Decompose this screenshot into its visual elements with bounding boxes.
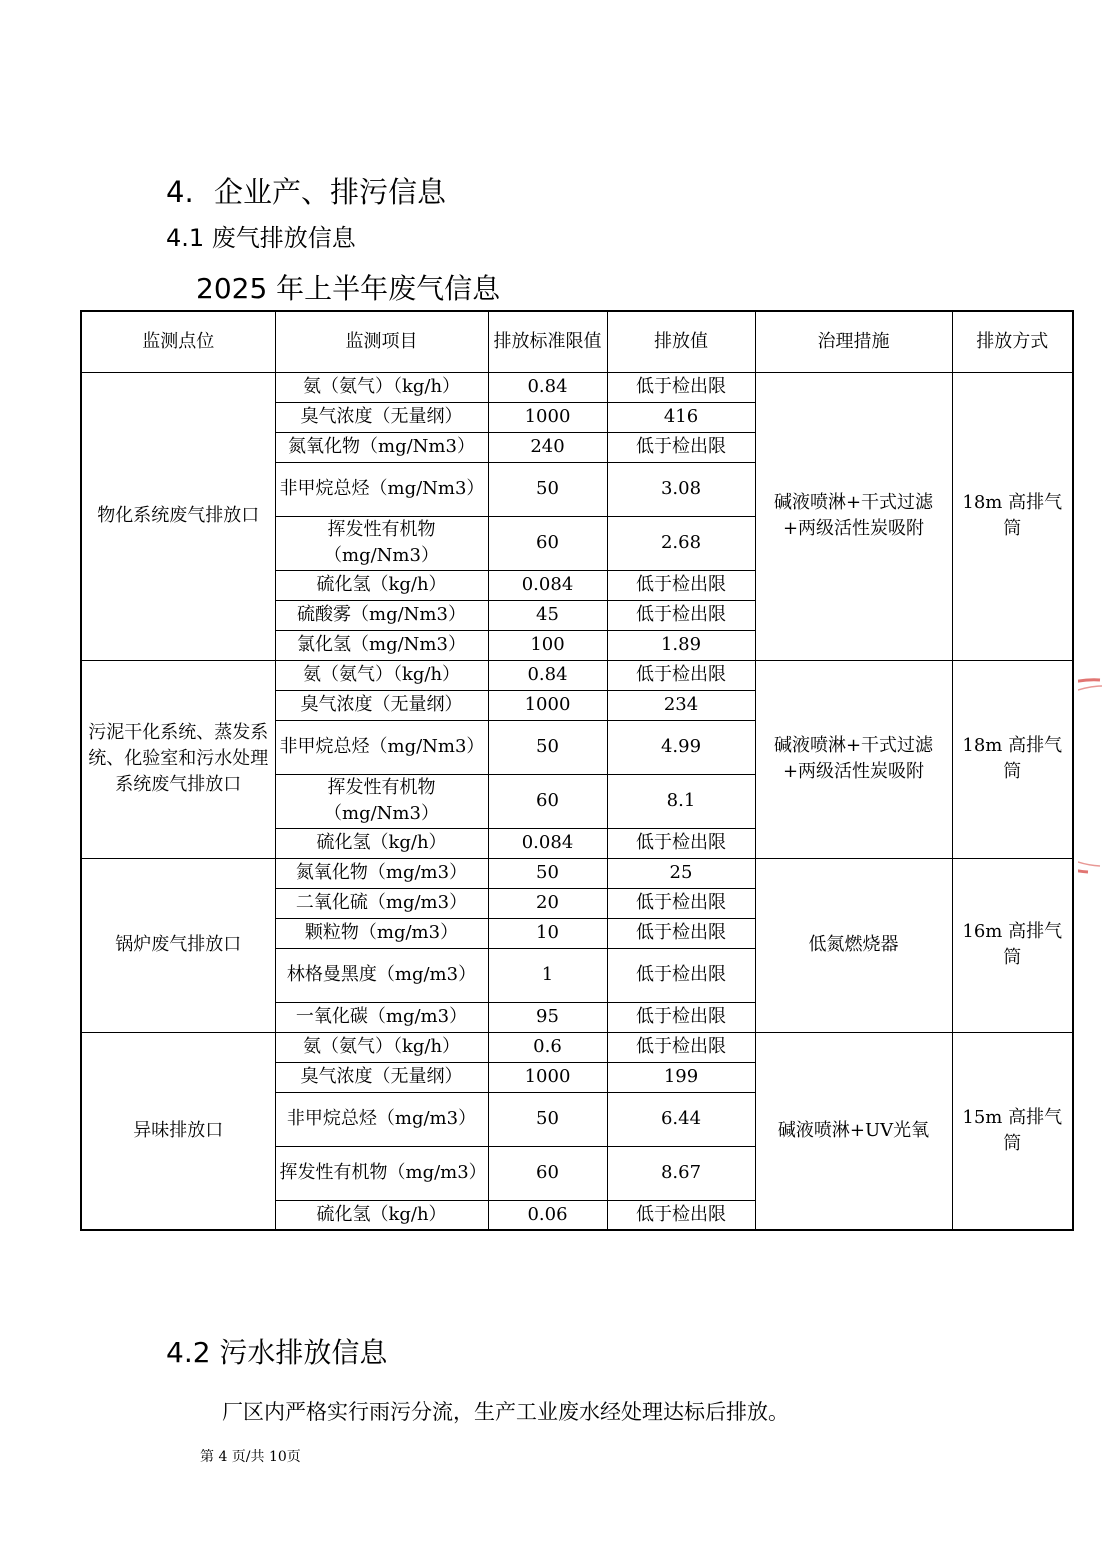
- monitoring-item-cell: 非甲烷总烃（mg/Nm3）: [275, 462, 488, 516]
- limit-cell: 240: [488, 432, 607, 462]
- limit-cell: 50: [488, 720, 607, 774]
- limit-cell: 95: [488, 1002, 607, 1032]
- emission-value-cell: 199: [607, 1062, 755, 1092]
- limit-cell: 10: [488, 918, 607, 948]
- monitoring-point-cell: 异味排放口: [81, 1032, 275, 1230]
- emission-value-cell: 1.89: [607, 630, 755, 660]
- red-seal-stamp: [1078, 676, 1102, 876]
- monitoring-item-cell: 非甲烷总烃（mg/Nm3）: [275, 720, 488, 774]
- monitoring-item-cell: 硫化氢（kg/h）: [275, 570, 488, 600]
- monitoring-item-cell: 氨（氨气）（kg/h）: [275, 1032, 488, 1062]
- emission-value-cell: 低于检出限: [607, 918, 755, 948]
- monitoring-item-cell: 臭气浓度（无量纲）: [275, 402, 488, 432]
- discharge-method-cell: 18m 高排气筒: [952, 660, 1073, 858]
- emission-value-cell: 低于检出限: [607, 600, 755, 630]
- monitoring-item-cell: 挥发性有机物（mg/Nm3）: [275, 516, 488, 570]
- emission-value-cell: 低于检出限: [607, 372, 755, 402]
- emission-value-cell: 8.67: [607, 1146, 755, 1200]
- monitoring-item-cell: 氨（氨气）（kg/h）: [275, 372, 488, 402]
- monitoring-item-cell: 挥发性有机物（mg/Nm3）: [275, 774, 488, 828]
- monitoring-item-cell: 臭气浓度（无量纲）: [275, 1062, 488, 1092]
- emission-value-cell: 3.08: [607, 462, 755, 516]
- table-row: [81, 1032, 1073, 1062]
- emission-value-cell: 6.44: [607, 1092, 755, 1146]
- monitoring-item-cell: 氮氧化物（mg/m3）: [275, 858, 488, 888]
- subsection-heading-wastewater: 4.2 污水排放信息: [166, 1336, 388, 1369]
- emission-value-cell: 低于检出限: [607, 1002, 755, 1032]
- discharge-method-cell: 16m 高排气筒: [952, 858, 1073, 1032]
- header-cell: 监测点位: [81, 311, 275, 372]
- limit-cell: 100: [488, 630, 607, 660]
- exhaust-emission-table: [80, 310, 1074, 1231]
- limit-cell: 1000: [488, 1062, 607, 1092]
- emission-value-cell: 4.99: [607, 720, 755, 774]
- header-cell: 治理措施: [755, 311, 952, 372]
- monitoring-item-cell: 一氧化碳（mg/m3）: [275, 1002, 488, 1032]
- treatment-measure-cell: 碱液喷淋+干式过滤+两级活性炭吸附: [755, 372, 952, 660]
- treatment-measure-cell: 低氮燃烧器: [755, 858, 952, 1032]
- limit-cell: 50: [488, 858, 607, 888]
- monitoring-item-cell: 二氧化硫（mg/m3）: [275, 888, 488, 918]
- limit-cell: 0.84: [488, 660, 607, 690]
- emission-value-cell: 低于检出限: [607, 432, 755, 462]
- header-cell: 监测项目: [275, 311, 488, 372]
- discharge-method-cell: 15m 高排气筒: [952, 1032, 1073, 1230]
- treatment-measure-cell: 碱液喷淋+干式过滤+两级活性炭吸附: [755, 660, 952, 858]
- monitoring-item-cell: 林格曼黑度（mg/m3）: [275, 948, 488, 1002]
- limit-cell: 60: [488, 516, 607, 570]
- monitoring-item-cell: 氮氧化物（mg/Nm3）: [275, 432, 488, 462]
- monitoring-item-cell: 非甲烷总烃（mg/m3）: [275, 1092, 488, 1146]
- emission-value-cell: 8.1: [607, 774, 755, 828]
- limit-cell: 0.084: [488, 828, 607, 858]
- table-row: [81, 372, 1073, 402]
- limit-cell: 0.6: [488, 1032, 607, 1062]
- table-header-row: [81, 311, 1073, 372]
- emission-value-cell: 25: [607, 858, 755, 888]
- emission-value-cell: 低于检出限: [607, 828, 755, 858]
- wastewater-paragraph: 厂区内严格实行雨污分流，生产工业废水经处理达标后排放。: [222, 1400, 789, 1424]
- monitoring-item-cell: 硫化氢（kg/h）: [275, 1200, 488, 1230]
- subsection-heading-exhaust: 4.1 废气排放信息: [166, 224, 356, 252]
- header-cell: 排放方式: [952, 311, 1073, 372]
- limit-cell: 0.84: [488, 372, 607, 402]
- emission-value-cell: 低于检出限: [607, 948, 755, 1002]
- limit-cell: 50: [488, 462, 607, 516]
- monitoring-item-cell: 硫化氢（kg/h）: [275, 828, 488, 858]
- emission-value-cell: 416: [607, 402, 755, 432]
- monitoring-item-cell: 硫酸雾（mg/Nm3）: [275, 600, 488, 630]
- table-caption: 2025 年上半年废气信息: [196, 272, 501, 305]
- header-cell: 排放标准限值: [488, 311, 607, 372]
- table-row: [81, 858, 1073, 888]
- section-number: 4.: [166, 175, 194, 209]
- emission-value-cell: 低于检出限: [607, 570, 755, 600]
- discharge-method-cell: 18m 高排气筒: [952, 372, 1073, 660]
- page-footer: 第 4 页/共 10页: [200, 1449, 301, 1465]
- emission-value-cell: 低于检出限: [607, 888, 755, 918]
- header-cell: 排放值: [607, 311, 755, 372]
- limit-cell: 1000: [488, 690, 607, 720]
- monitoring-point-cell: 锅炉废气排放口: [81, 858, 275, 1032]
- monitoring-point-cell: 物化系统废气排放口: [81, 372, 275, 660]
- emission-value-cell: 低于检出限: [607, 660, 755, 690]
- table-row: [81, 660, 1073, 690]
- section-heading: [166, 170, 446, 211]
- limit-cell: 60: [488, 774, 607, 828]
- monitoring-item-cell: 臭气浓度（无量纲）: [275, 690, 488, 720]
- limit-cell: 1000: [488, 402, 607, 432]
- monitoring-item-cell: 颗粒物（mg/m3）: [275, 918, 488, 948]
- section-title: 企业产、排污信息: [214, 175, 447, 209]
- monitoring-item-cell: 氨（氨气）（kg/h）: [275, 660, 488, 690]
- limit-cell: 50: [488, 1092, 607, 1146]
- emission-value-cell: 低于检出限: [607, 1032, 755, 1062]
- limit-cell: 0.084: [488, 570, 607, 600]
- limit-cell: 1: [488, 948, 607, 1002]
- monitoring-item-cell: 挥发性有机物（mg/m3）: [275, 1146, 488, 1200]
- emission-value-cell: 低于检出限: [607, 1200, 755, 1230]
- monitoring-item-cell: 氯化氢（mg/Nm3）: [275, 630, 488, 660]
- monitoring-point-cell: 污泥干化系统、蒸发系统、化验室和污水处理系统废气排放口: [81, 660, 275, 858]
- treatment-measure-cell: 碱液喷淋+UV光氧: [755, 1032, 952, 1230]
- limit-cell: 45: [488, 600, 607, 630]
- limit-cell: 0.06: [488, 1200, 607, 1230]
- emission-value-cell: 234: [607, 690, 755, 720]
- limit-cell: 60: [488, 1146, 607, 1200]
- limit-cell: 20: [488, 888, 607, 918]
- emission-value-cell: 2.68: [607, 516, 755, 570]
